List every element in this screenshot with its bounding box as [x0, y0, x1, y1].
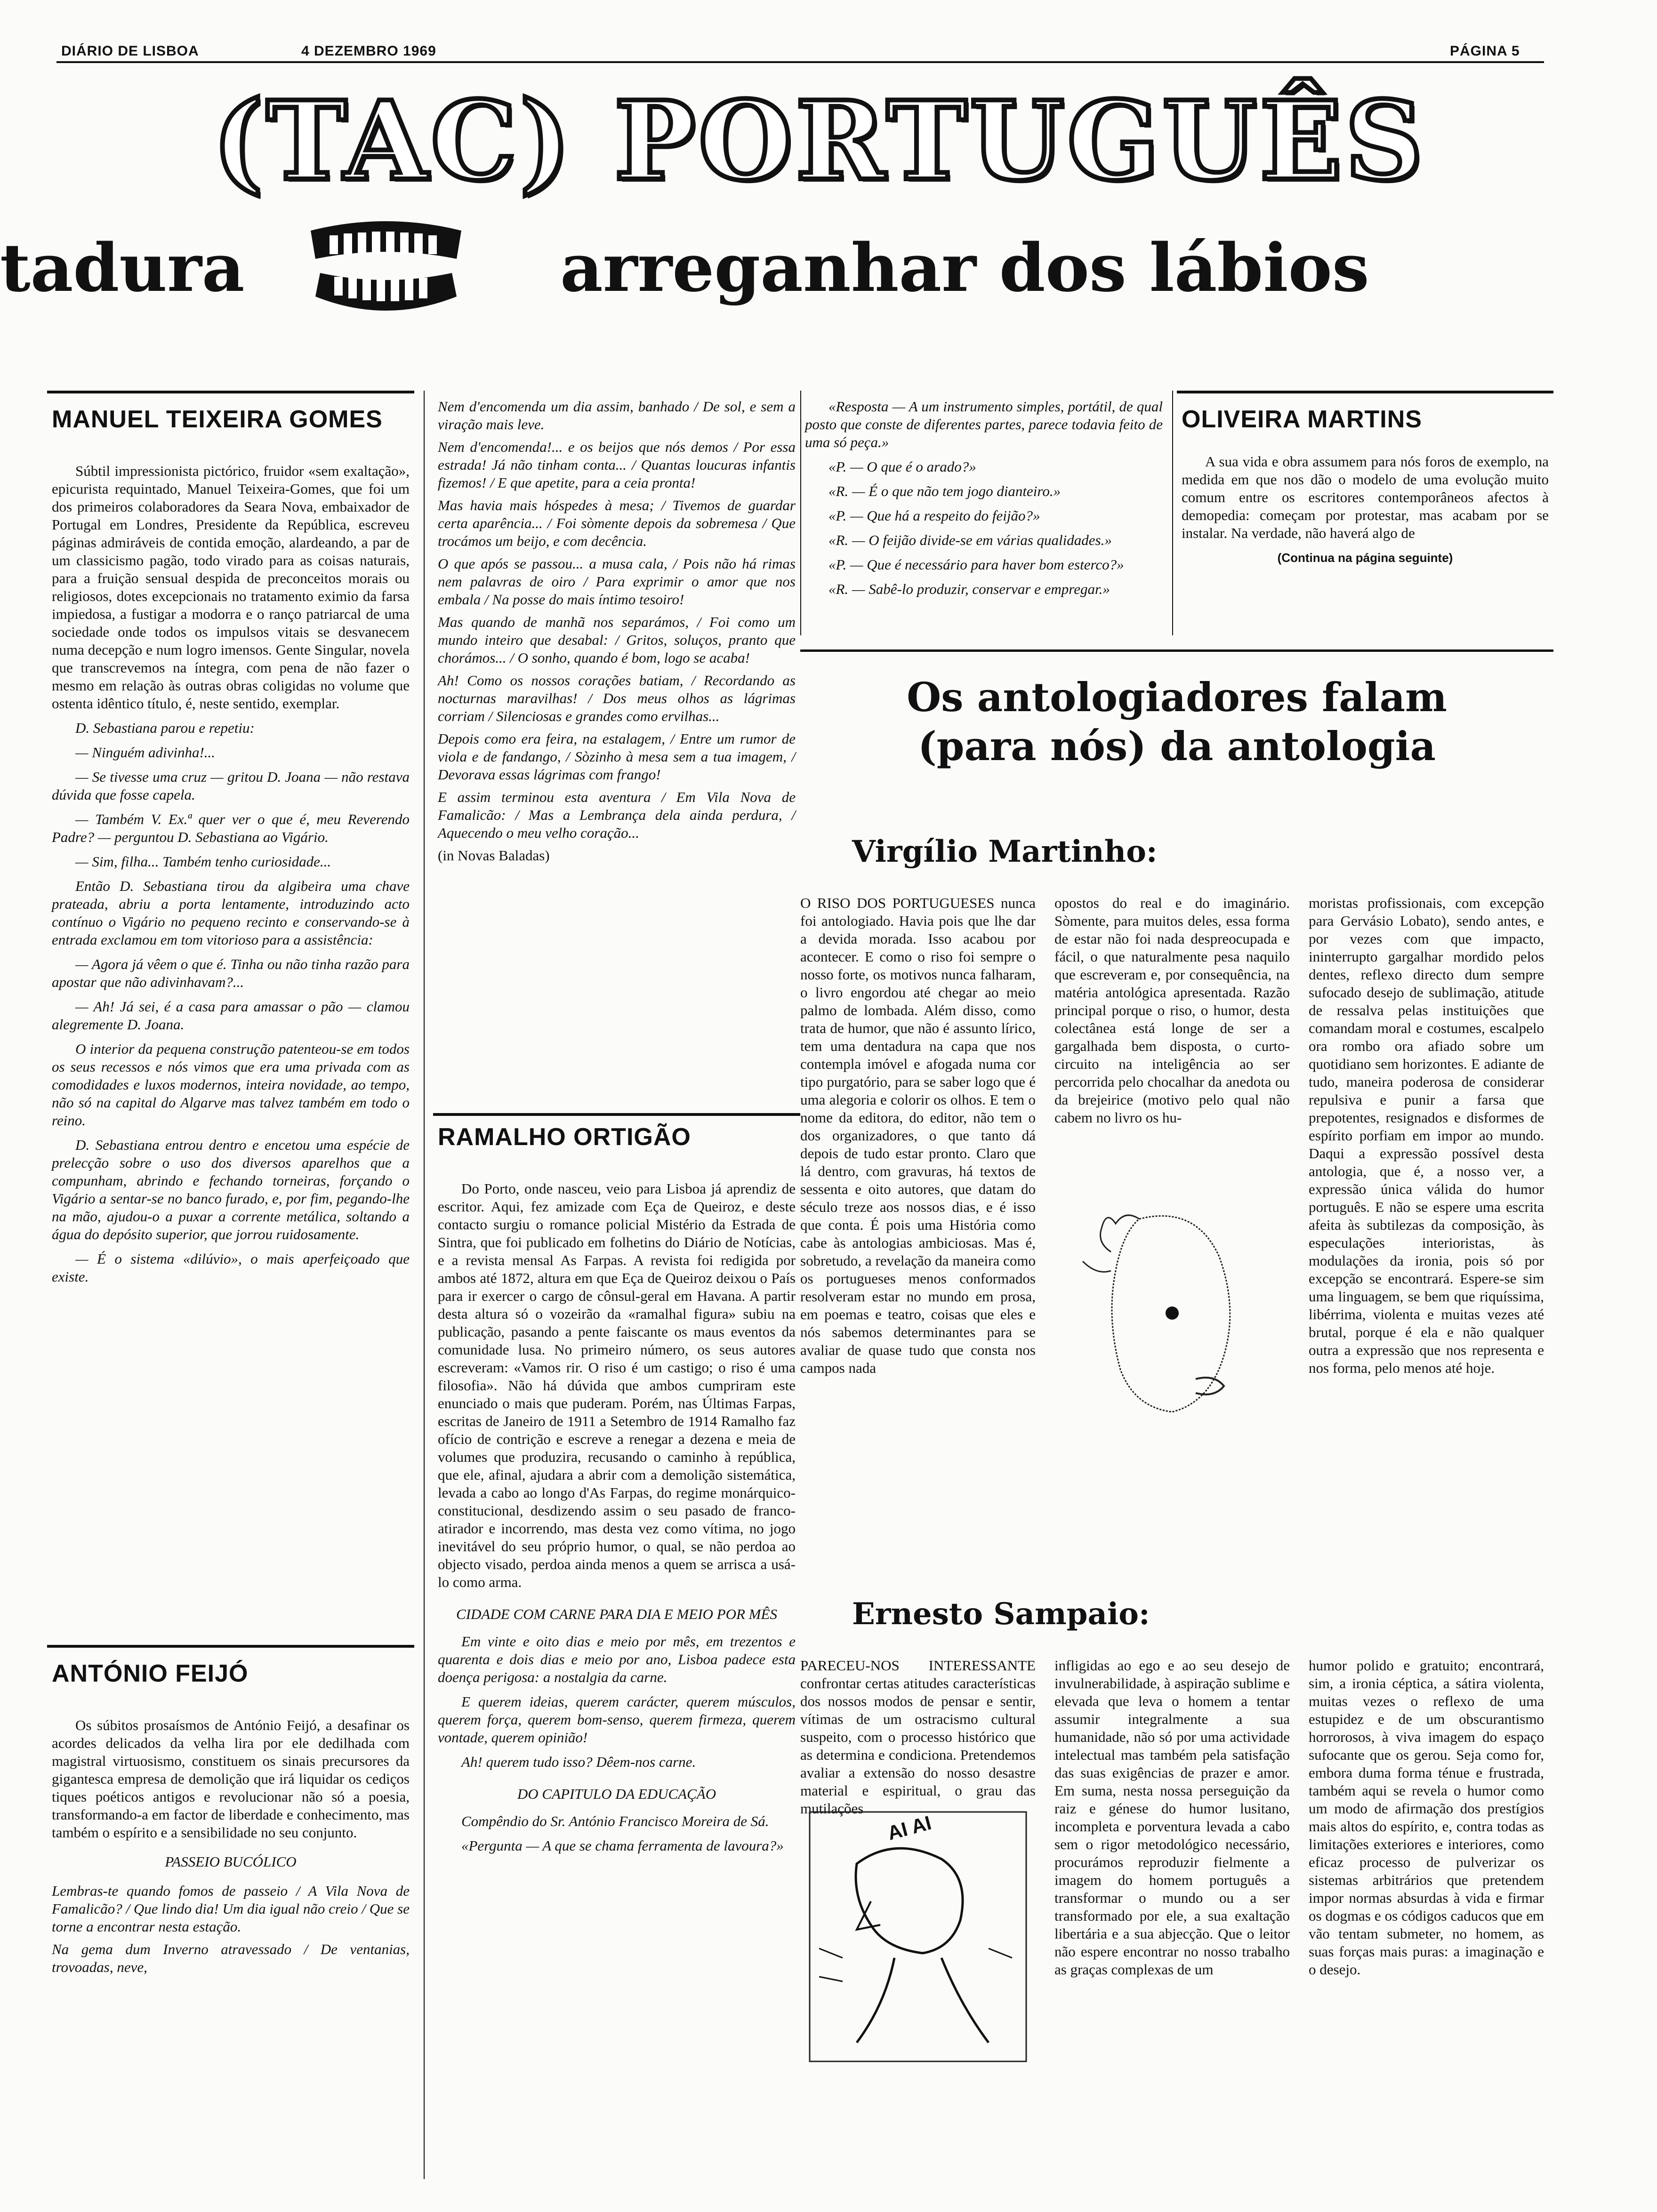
- heading-oliveira-martins: OLIVEIRA MARTINS: [1182, 406, 1422, 433]
- column-4-top: [1182, 405, 1549, 567]
- poem-stanza: Lembras-te quando fomos de passeio / A Vila Nova de Famalicão? / Que lindo dia! Um dia igual não creio / Que se torne a encontrar nesta estação.: [52, 1883, 410, 1935]
- col2-mid-rule: [433, 1113, 800, 1116]
- masthead-title: (TAC) PORTUGUÊS: [212, 78, 1426, 205]
- poem-stanza: Ah! Como os nossos corações batiam, / Recordando as nocturnas maravilhas! / Dos meus olhos as lágrimas corriam / Silenciosas e grandes como ervilhas...: [438, 672, 796, 724]
- article2-col-1: [800, 1657, 1036, 1824]
- page-number: PÁGINA 5: [1450, 43, 1520, 59]
- column-divider: [800, 391, 801, 635]
- page-header: [0, 0, 1657, 59]
- article-paragraph: opostos do real e do imaginário. Sòmente, para muitos deles, essa forma de estar não foi nada despreocupada e fácil, o que naturalmente pesa naquilo que escreveram e, por consequência, na matéria antológica apresentada. Razão principal porque o riso, o humor, desta colectânea está longe de ser a gargalhada bem disposta, o curto-circuito na inteligência ao ser percorrida pelo chocalhar da anedota ou da brejeirice (motivo pelo qual não cabem no livro os hu-: [1054, 895, 1290, 1126]
- intro-teixeira-gomes: Súbtil impressionista pictórico, fruidor «sem exaltação», epicurista requintado, Manuel Teixeira-Gomes, que foi um dos primeiros colaboradores da Seara Nova, embaixador de Portugal em Londres, Presidente da República, escreveu páginas admiráveis de contida emoção, alardeando, a par de um classicismo pagão, todo virado para as coisas naturais, para a fruição sensual despida de preconceitos morais ou religiosos, dotes excepcionais no tratamento eximio da farsa impiedosa, a fustigar a modorra e o ranço patriarcal de uma sociedade onde todos os impulsos vitais se desvanecem numa decepção e num logro imensos. Gente Singular, novela que transcrevemos na íntegra, com pena de não fazer o mesmo em relação às outras obras coligidas no volume que ostenta idêntico título, é, neste sentido, exemplar.: [52, 463, 410, 712]
- story-paragraph: O interior da pequena construção patenteou-se em todos os seus recessos e nós vimos que era uma privada com as comodidades e luxos modernos, inteira novidade, ao tempo, não só na capital do Algarve mas talvez também em todo o reino.: [52, 1041, 410, 1129]
- intro-antonio-feijo: Os súbitos prosaísmos de António Feijó, a desafinar os acordes delicados da velha lira por ele dedilhada com magistral virtuosismo, constituem os sinais precursores da gigantesca empresa de demolição que irá liquidar os cediços tiques poéticos antigos e revolucionar não só a poesia, transformando-a em factor de liberdade e conhecimento, mas também o espírito e a sensibilidade no seu conjunto.: [52, 1717, 410, 1841]
- column-2-poem: [438, 398, 796, 869]
- story-paragraph: — Sim, filha... Também tenho curiosidade...: [75, 853, 331, 870]
- article-title-line2: (para nós) da antologia: [918, 723, 1436, 769]
- col1-top-rule: [47, 391, 414, 393]
- newspaper-name: DIÁRIO DE LISBOA: [61, 43, 199, 59]
- catechism-answer: «Resposta — A um instrumento simples, portátil, de qual posto que conste de diferentes partes, parece todavia feito de uma só peça.»: [805, 398, 1163, 450]
- article-col-2: [1054, 894, 1290, 1133]
- article-paragraph: PARECEU-NOS INTERESSANTE confrontar certas atitudes características dos nossos modos de pensar e sentir, vítimas de um ostracismo cultural suspeito, com o processo histórico que as determina e condiciona. Pretendemos avaliar a extensão do nosso desastre material e espiritual, o grau das mutilações: [800, 1657, 1036, 1817]
- poem-stanza: E assim terminou esta aventura / Em Vila Nova de Famalicão: / Mas a Lembrança dela ainda perdura, / Aquecendo o meu velho coração...: [438, 789, 796, 841]
- catechism-line: «P. — O que é o arado?»: [828, 458, 976, 475]
- poem-stanza: Nem d'encomenda!... e os beijos que nós demos / Por essa estrada! Já não tinham conta... / Quantas loucuras infantis fizemos! / E que apetite, para a ceia pronta!: [438, 439, 796, 491]
- heading-antonio-feijo: ANTÓNIO FEIJÓ: [52, 1660, 249, 1687]
- article-top-rule: [800, 649, 1553, 652]
- intro-oliveira-martins: A sua vida e obra assumem para nós foros de exemplo, na medida em que nos dão o modelo de uma evolução muito comum entre os escritores contemporâneos afectos à demopedia: começam por protestar, mas acabam por se instalar. Na verdade, não haverá algo de: [1182, 453, 1549, 541]
- column-divider: [424, 391, 425, 2179]
- article-col-1: [800, 894, 1036, 1384]
- cartoon-illustration: [800, 1807, 1036, 2071]
- poem-stanza: Mas havia mais hóspedes à mesa; / Tivemos de guardar certa aparência... / Foi sòmente depois da sobremesa / Que trocámos um beijo, e com decência.: [438, 497, 796, 549]
- article2-col-3: [1309, 1657, 1544, 1985]
- heading-teixeira-gomes: MANUEL TEIXEIRA GOMES: [52, 406, 383, 433]
- article-col-3: [1309, 894, 1544, 1384]
- catechism-line: «P. — Que há a respeito do feijão?»: [828, 507, 1040, 524]
- sub-heading: DO CAPITULO DA EDUCAÇÃO: [517, 1786, 716, 1802]
- subtitle-right: arreganhar dos lábios: [560, 230, 1369, 307]
- masthead: [0, 71, 1657, 212]
- story-paragraph: — Se tivesse uma cruz — gritou D. Joana — não restava dúvida que fosse capela.: [52, 769, 410, 803]
- article-title-line1: Os antologiadores falam: [907, 674, 1447, 721]
- story-paragraph: — Agora já vêem o que é. Tinha ou não tinha razão para apostar que não adivinhavam?...: [52, 956, 410, 990]
- catechism-line: «R. — Sabê-lo produzir, conservar e empregar.»: [828, 581, 1110, 597]
- excerpt-paragraph: Compêndio do Sr. António Francisco Moreira de Sá.: [461, 1813, 769, 1829]
- poem-stanza: Mas quando de manhã nos separámos, / Foi como um mundo inteiro que desabal: / Gritos, soluços, pranto que chorámos... / O sonho, quando é bom, logo se acaba!: [438, 614, 796, 666]
- catechism-line: «R. — O feijão divide-se em várias qualidades.»: [828, 532, 1112, 548]
- column-3-top: [805, 398, 1163, 605]
- subtitle-left: tadura: [0, 230, 245, 307]
- continued-note: (Continua na página seguinte): [1277, 551, 1453, 565]
- article-paragraph: infligidas ao ego e ao seu desejo de invulnerabilidade, à aspiração sublime e elevada que leva o homem a tentar assumir integralmente a sua humanidade, não só por uma actividade intelectual mas também pela satisfação das suas exigências de prazer e amor. Em suma, nesta nossa perseguição da raiz e génese do humor lusitano, incompleta e porventura levada a cabo sem o rigor metodológico necessário, procurámos reproduzir fielmente a imagem do homem português a transformar o mundo ou a ser transformado por ele, a sua exaltação libertária e a sua abjecção. Que o leitor não espere encontrar no nosso trabalho as graças complexas de um: [1054, 1657, 1290, 1978]
- story-paragraph: — Ninguém adivinha!...: [75, 744, 216, 761]
- poem-source: (in Novas Baladas): [438, 847, 550, 864]
- author-ernesto-sampaio: Ernesto Sampaio:: [852, 1596, 1150, 1632]
- column-1: [52, 405, 410, 1292]
- poem-stanza: Nem d'encomenda um dia assim, banhado / De sol, e sem a viração mais leve.: [438, 398, 796, 433]
- catechism-line: «R. — É o que não tem jogo dianteiro.»: [828, 483, 1061, 499]
- story-paragraph: — Também V. Ex.ª quer ver o que é, meu Reverendo Padre? — perguntou D. Sebastiana ao Vigário.: [52, 811, 410, 845]
- excerpt-paragraph: E querem ideias, querem carácter, querem músculos, querem força, querem bom-senso, querem firmeza, querem vontade, querem opinião!: [438, 1693, 796, 1746]
- excerpt-paragraph: «Pergunta — A que se chama ferramenta de lavoura?»: [461, 1837, 784, 1854]
- sub-heading: CIDADE COM CARNE PARA DIA E MEIO POR MÊS: [456, 1606, 777, 1622]
- article2-col-2: [1054, 1657, 1290, 1985]
- author-virgilio-martinho: Virgílio Martinho:: [852, 834, 1158, 869]
- excerpt-paragraph: Em vinte e oito dias e meio por mês, em trezentos e quarenta e dois dias e meio por ano, Lisboa padece esta doença perigosa: a nostalgia da carne.: [438, 1633, 796, 1685]
- catechism-line: «P. — Que é necessário para haver bom esterco?»: [828, 556, 1124, 573]
- story-paragraph: D. Sebastiana entrou dentro e encetou uma espécie de prelecção sobre o uso dos diversos aparelhos que a compunham, abrindo e fechando torneiras, forçando o Vigário a sentar-se no banco furado, e, por fim, pegando-lhe na mão, ajudou-o a puxar a corrente metálica, soltando a água do depósito superior, que jorrou ruidosamente.: [52, 1137, 410, 1242]
- story-paragraph: — Ah! Já sei, é a casa para amassar o pão — clamou alegremente D. Joana.: [52, 998, 410, 1033]
- story-paragraph: D. Sebastiana parou e repetiu:: [75, 720, 255, 736]
- story-paragraph: — É o sistema «dilúvio», o mais aperfeiçoado que existe.: [52, 1250, 410, 1285]
- header-rule: [56, 61, 1544, 63]
- article-paragraph: moristas profissionais, com excepção para Gervásio Lobato), sendo antes, e por vezes com que impacto, ininterrupto gargalhar mordido pelos dentes, reflexo directo dum sempre sufocado desejo de sublimação, atitude de ressalva pelas instituições que comandam moral e costumes, escalpelo ora rombo ora afiado sobre um quotidiano sem horizontes. E adiante de tudo, maneira poderosa de considerar repulsiva e punir a farsa que prepotentes, resignados e disformes de espírito porfiam em impor ao mundo. Daqui a expressão possível desta antologia, que é, a nosso ver, a expressão única válida do humor português. E não se espere uma escrita afeita às subtilezas da composição, às especulações interioristas, às modulações da ironia, pois só por excepção se encontrará. Espere-se sim uma linguagem, se bem que riquíssima, libérrima, violenta e muitas vezes até brutal, porque é ela e não qualquer outra a expressão que nos representa e nos forma, pelo menos até hoje.: [1309, 895, 1544, 1376]
- excerpt-paragraph: Ah! querem tudo isso? Dêem-nos carne.: [461, 1754, 696, 1770]
- intro-ramalho-ortigao: Do Porto, onde nasceu, veio para Lisboa já aprendiz de escritor. Aqui, fez amizade com Eça de Queiroz, e deste contacto surgiu o romance policial Mistério da Estrada de Sintra, que foi publicado em folhetins do Diário de Notícias, e a revista mensal As Farpas. A revista foi redigida por ambos até 1872, altura em que Eça de Queiroz deixou o País para ir exercer o cargo de cônsul-geral em Havana. A partir desta altura só o vozeirão da «ramalhal figura» subiu na publicação, pasando a pente faiscante os maus eventos da comunidade lusa. No primeiro número, os seus autores escreveram: «Vamos rir. O riso é um castigo; o riso é uma filosofia». Não há dúvida que ambos cumpriram este enunciado o mais que puderam. Porém, nas Últimas Farpas, escritas de Janeiro de 1911 a Setembro de 1914 Ramalho faz ofício de contrição e escreve a renegar a dezena e meia de volumes que produzira, recusando o caminho à república, que ele, afinal, ajudara a abrir com a demolição sistemática, levada a cabo ao longo d'As Farpas, do regime monárquico-constitucional, desdizendo assim o seu pasado de franco-atirador e incorrendo, mas desta vez como vítima, no jogo inevitável do seu próprio humor, o qual, se não perdoa ao objecto visado, perdoa ainda menos a quem se arrisca a usá-lo como arma.: [438, 1180, 796, 1590]
- heading-ramalho-ortigao: RAMALHO ORTIGÃO: [438, 1123, 691, 1151]
- poem-stanza: O que após se passou... a musa cala, / Pois não há rimas nem palavras de oiro / Para exprimir o amor que nos embala / Na posse do mais íntimo tesoiro!: [438, 555, 796, 608]
- col1-mid-rule: [47, 1645, 414, 1648]
- article-paragraph: humor polido e gratuito; encontrará, sim, a ironia céptica, a sátira violenta, muitas vezes o reflexo de uma estupidez e de um obscurantismo horrorosos, à viva imagem do espaço sufocante que os gerou. Seja como for, embora duma forma ténue e frustrada, também aqui se revela o humor como um modo de afirmação dos prestígios mais altos do espírito, e, contra todas as limitações exteriores e interiores, como eficaz processo de pulverizar os sistemas arbitrários que pretendem impor normas absurdas à vida e firmar os dogmas e os códigos caducos que em vão tentam submeter, no homem, as suas forças mais puras: a imaginação e o desejo.: [1309, 1657, 1544, 1978]
- article-title: [810, 673, 1544, 771]
- poem-title: PASSEIO BUCÓLICO: [165, 1853, 297, 1870]
- dentures-icon: [301, 216, 471, 339]
- column-2-lower: [438, 1122, 796, 1861]
- caricature-head-illustration: [1054, 1200, 1290, 1435]
- poem-stanza: Na gema dum Inverno atravessado / De ventanias, trovoadas, neve,: [52, 1941, 410, 1975]
- column-divider: [1172, 391, 1173, 635]
- article-paragraph: O RISO DOS PORTUGUESES nunca foi antologiado. Havia pois que lhe dar a devida morada. Isso acabou por acontecer. E como o riso foi sempre o nosso forte, os motivos nunca falharam, o livro engordou até chegar ao meio palmo de lombada. Além disso, como trata de humor, que não é assunto lírico, tem uma dentadura na capa que nos contempla imóvel e afogada numa cor tipo purgatório, para se saber logo que é uma alegoria e colorir os olhos. E tem o nome da editora, do editor, não tem o dos organizadores, o que tanto dá depois de tudo estar pronto. Claro que lá dentro, com gravuras, há textos de sessenta e oito autores, que datam do século treze aos nossos dias, e é isso que conta. É pois uma História como cabe às antologias ambiciosas. Mas é, sobretudo, a revelação da maneira como os portugueses menos conformados resolveram estar no mundo em prosa, em poemas e teatro, coisas que eles e nós sabemos determinantes para se avaliar de quase tudo que consta nos campos nada: [800, 895, 1036, 1376]
- story-paragraph: Então D. Sebastiana tirou da algibeira uma chave prateada, abriu a porta lentamente, introduzindo acto contínuo o Vigário no pequeno recinto e conservando-se à entrada exclamou em tom vitorioso para a assistência:: [52, 878, 410, 948]
- poem-stanza: Depois como era feira, na estalagem, / Entre um rumor de viola e de fandango, / Sòzinho à mesa sem a tua imagem, / Devorava essas lágrimas com frango!: [438, 730, 796, 783]
- col4-top-rule: [1177, 391, 1553, 393]
- cartoon-caption: AI AI: [885, 1811, 934, 1844]
- issue-date: 4 DEZEMBRO 1969: [301, 43, 436, 59]
- column-1-lower: [52, 1659, 410, 1981]
